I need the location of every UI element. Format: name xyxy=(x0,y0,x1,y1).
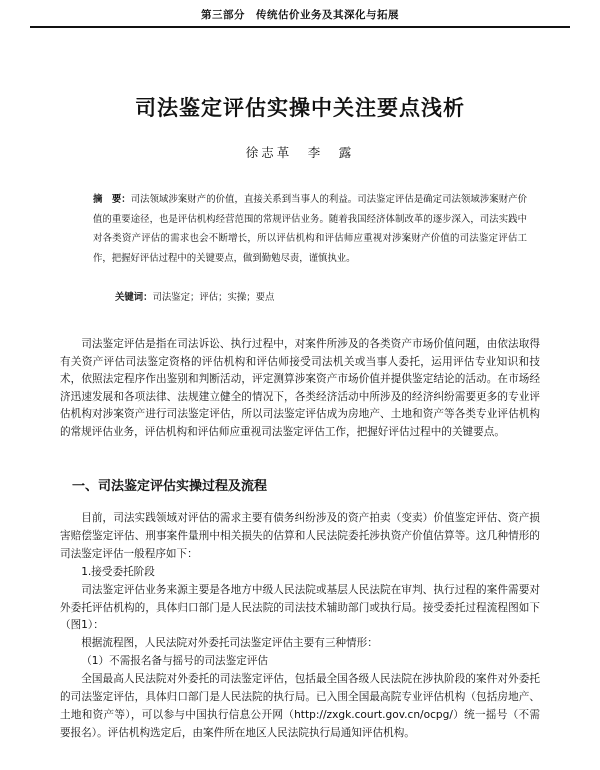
keywords xyxy=(115,291,525,305)
abstract-label: 摘 要： xyxy=(93,194,131,205)
section-heading: 一、司法鉴定评估实操过程及流程 xyxy=(72,479,268,494)
section-paragraph-3: 根据流程图，人民法院对外委托司法鉴定评估主要有三种情形： xyxy=(81,637,378,650)
article-title: 司法鉴定评估实操中关注要点浅析 xyxy=(135,95,465,120)
section-paragraph-1: 目前，司法实践领域对评估的需求主要有债务纠纷涉及的资产拍卖（变卖）价值鉴定评估、资产损害赔偿鉴定评估、刑事案件量刑中相关损失的估算和人民法院委托涉执资产价值估算等。这几种情形的司法鉴定评估一般程序如下： xyxy=(60,512,540,560)
intro-paragraph: 司法鉴定评估是指在司法诉讼、执行过程中，对案件所涉及的各类资产市场价值问题，由依法取得有关资产评估司法鉴定资格的评估机构和评估师接受司法机关或当事人委托，运用评估专业知识和技术，依照法定程序作出鉴别和判断活动，评定测算涉案资产市场价值并提供鉴定结论的活动。在市场经济迅速发展和各项法律、法规建立健全的情况下，各类经济活动中所涉及的经济纠纷需要更多的专业评估机构对涉案资产进行司法鉴定评估，所以司法鉴定评估成为房地产、土地和资产等各类专业评估机构的常规评估业务，评估机构和评估师应重视司法鉴定评估工作，把握好评估过程中的关键要点。 xyxy=(60,338,540,438)
section-paragraph-4: 全国最高人民法院对外委托的司法鉴定评估，包括最全国各级人民法院在涉执阶段的案件对外委托的司法鉴定评估，具体归口部门是人民法院的执行局。已入围全国最高院专业评估机构（包括房地产、土地和资产等），可以参与中国执行信息公开网（http://zxgk.court.gov.cn/ocpg/）统一摇号（不需要报名）。评估机构选定后，由案件所在地区人民法院执行局通知评估机构。 xyxy=(60,673,540,739)
article-authors: 徐志革 李 露 xyxy=(245,145,355,160)
abstract-text: 司法领域涉案财产的价值，直接关系到当事人的利益。司法鉴定评估是确定司法领域涉案财产价值的重要途径，也是评估机构经营范围的常规评估业务。随着我国经济体制改革的逐步深入，司法实践中对各类资产评估的需求也会不断增长，所以评估机构和评估师应重视对涉案财产价值的司法鉴定评估工作，把握好评估过程中的关键要点，做到勤勉尽责，谨慎执业。 xyxy=(93,194,527,264)
keywords-label: 关键词： xyxy=(115,292,153,303)
section-paragraph-2: 司法鉴定评估业务来源主要是各地方中级人民法院或基层人民法院在审判、执行过程的案件需要对外委托评估机构的，具体归口部门是人民法院的司法技术辅助部门或执行局。接受委托过程流程图如下（图1）： xyxy=(60,583,540,632)
keywords-text: 司法鉴定；评估；实操；要点 xyxy=(152,292,275,303)
running-title: 第三部分 传统估价业务及其深化与拓展 xyxy=(201,9,399,21)
section-body xyxy=(60,510,540,743)
abstract xyxy=(93,190,527,268)
running-header xyxy=(30,6,570,28)
subheading-no-registration: （1）不需报名备与摇号的司法鉴定评估 xyxy=(81,655,269,668)
subheading-accept-commission: 1.接受委托阶段 xyxy=(81,565,155,578)
intro-section xyxy=(60,336,540,442)
